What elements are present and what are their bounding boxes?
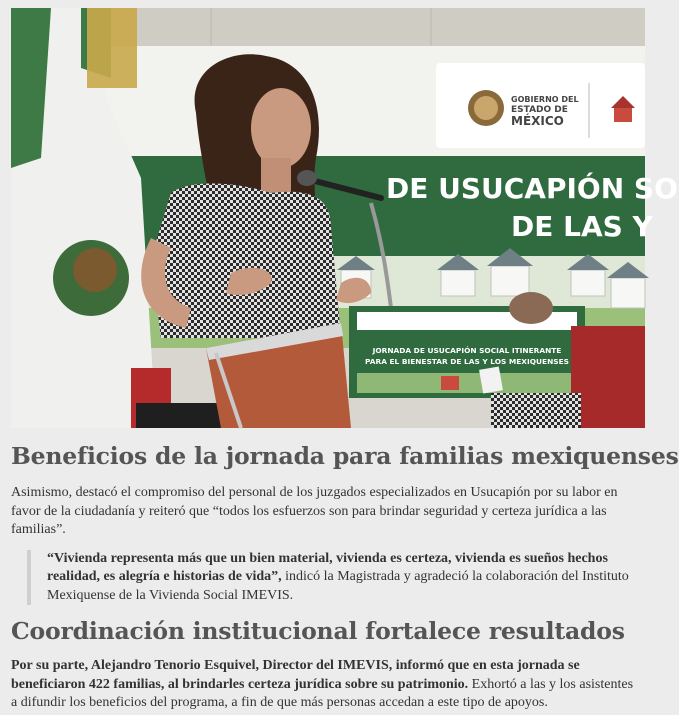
banner-top-line3: MÉXICO xyxy=(511,114,564,128)
section-heading-beneficios: Beneficios de la jornada para familias mexiquenses xyxy=(11,442,679,470)
blockquote-vivienda xyxy=(27,550,632,606)
banner-headline-1: DE USUCAPIÓN SO xyxy=(386,172,678,205)
podium-sign-line2: PARA EL BIENESTAR DE LAS Y LOS MEXIQUENSES xyxy=(365,357,569,366)
government-seal-icon xyxy=(468,90,504,126)
paragraph-imevis xyxy=(11,657,641,713)
banner-headline-2: DE LAS Y xyxy=(511,210,653,243)
podium-sign-line1: JORNADA DE USUCAPIÓN SOCIAL ITINERANTE xyxy=(372,346,562,355)
paragraph-compromiso: Asimismo, destacó el compromiso del personal de los juzgados especializados en Usucapión por su labor en favor de la ciudadanía y reiteró que “todos los esfuerzos son para brindar seguridad y certeza jurídica a las familias”. xyxy=(11,485,618,537)
section-heading-coordinacion: Coordinación institucional fortalece resultados xyxy=(11,617,625,645)
banner-top-line2: ESTADO DE xyxy=(511,105,568,115)
paragraph-imevis-bold: Por su parte, Alejandro Tenorio Esquivel, Director del IMEVIS, informó que en esta jornada se beneficiaron 422 familias, al brindarles certeza jurídica sobre su patrimonio. xyxy=(11,658,580,692)
banner-top-line1: GOBIERNO DEL xyxy=(511,95,579,104)
article-photo xyxy=(11,8,678,428)
quote-bold-text: “Vivienda representa más que un bien material, vivienda es certeza, vivienda es sueños hechos realidad, es alegría e historias de vida”, xyxy=(47,550,608,584)
quote-plain-text: indicó la Magistrada y agradeció la colaboración del Instituto Mexiquense de la Vivienda Social IMEVIS. xyxy=(47,569,629,603)
paragraph-imevis-plain: Exhortó a las y los asistentes a difundir los beneficios del programa, a fin de que más personas accedan a este tipo de apoyos. xyxy=(11,676,634,710)
